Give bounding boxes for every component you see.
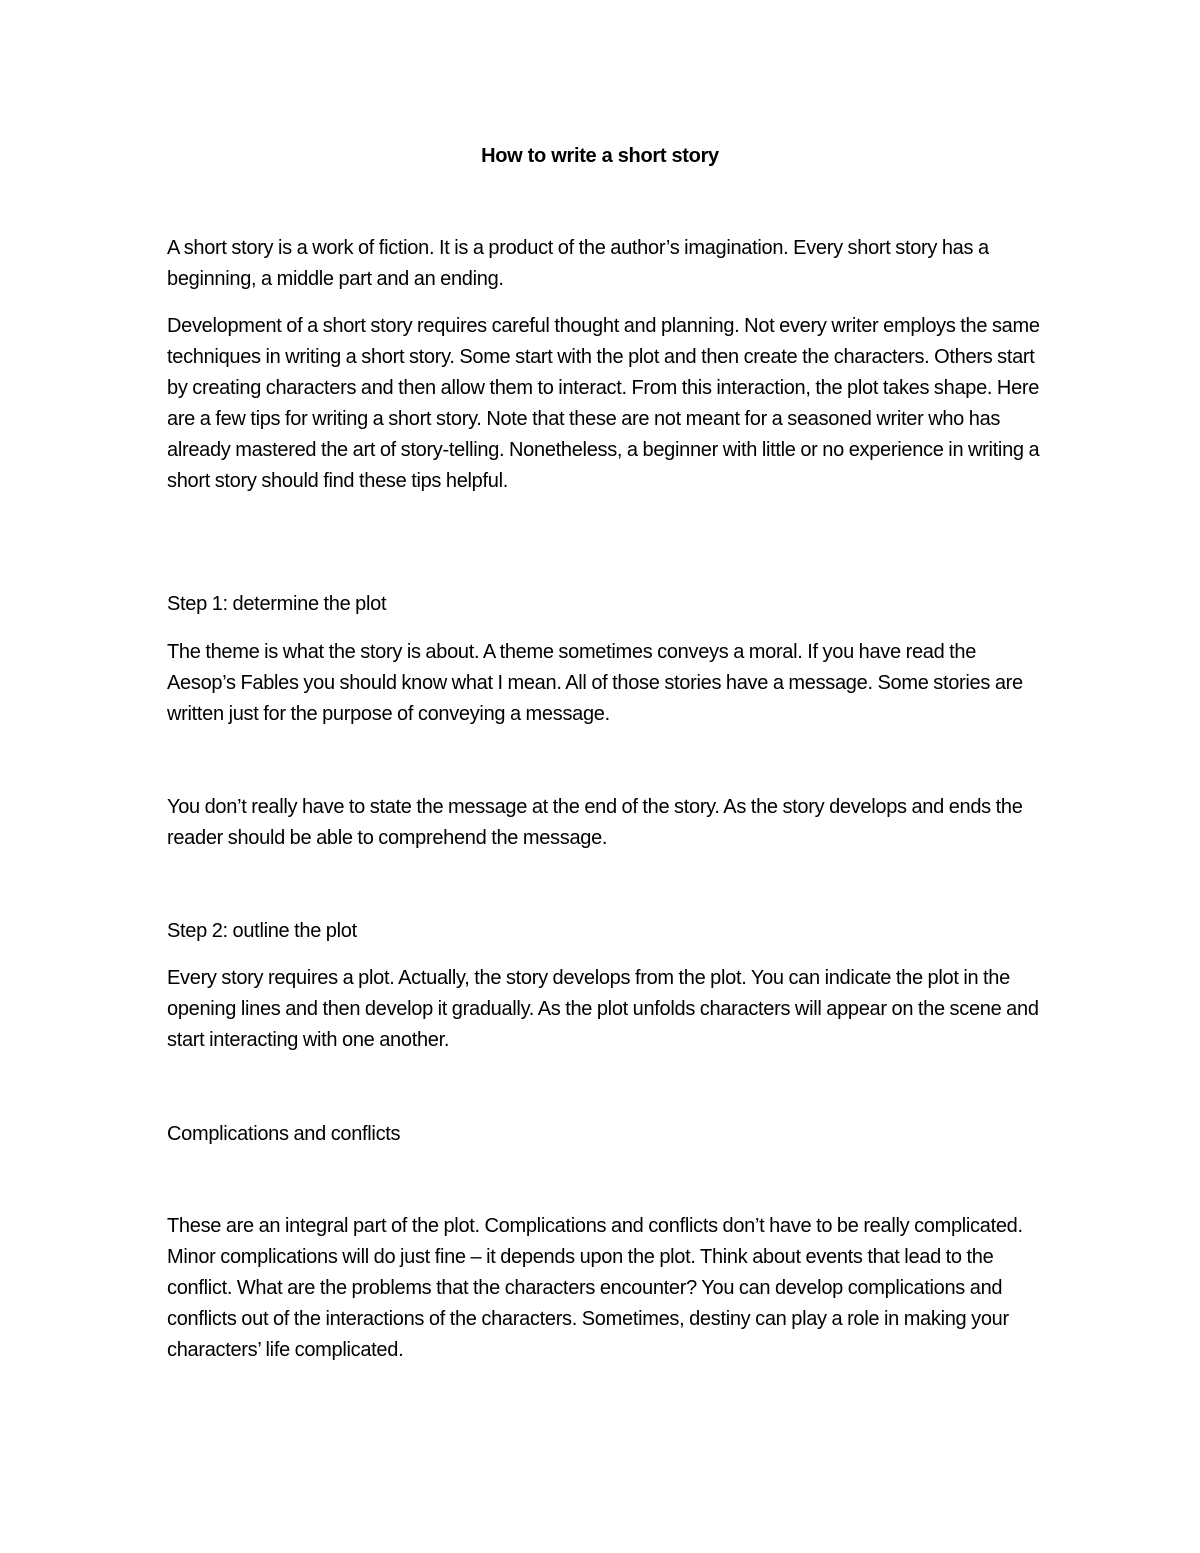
paragraph-intro: A short story is a work of fiction. It is a product of the author’s imagination. Every short story has a beginning, a middle part and an ending. [167, 237, 989, 290]
paragraph-theme: The theme is what the story is about. A theme sometimes conveys a moral. If you have read the Aesop’s Fables you should know what I mean. All of those stories have a message. Some stories are written just for the purpose of conveying a message. [167, 641, 1023, 725]
paragraph-message: You don’t really have to state the message at the end of the story. As the story develops and ends the reader should be able to comprehend the message. [167, 796, 1023, 849]
paragraph-development: Development of a short story requires careful thought and planning. Not every writer employs the same techniques in writing a short story. Some start with the plot and then create the characters. Others start by creating characters and then allow them to interact. From this interaction, the plot takes shape. Here are a few tips for writing a short story. Note that these are not meant for a seasoned writer who has already mastered the art of story-telling. Nonetheless, a beginner with little or no experience in writing a short story should find these tips helpful. [167, 315, 1040, 492]
heading-complications: Complications and conflicts [167, 1123, 401, 1145]
heading-step-2: Step 2: outline the plot [167, 920, 357, 942]
paragraph-plot: Every story requires a plot. Actually, the story develops from the plot. You can indicate the plot in the opening lines and then develop it gradually. As the plot unfolds characters will appear on the scene and start interacting with one another. [167, 967, 1039, 1051]
paragraph-complications: These are an integral part of the plot. Complications and conflicts don’t have to be really complicated. Minor complications will do just fine – it depends upon the plot. Think about events that lead to the conflict. What are the problems that the characters encounter? You can develop complications and conflicts out of the interactions of the characters. Sometimes, destiny can play a role in making your characters’ life complicated. [167, 1215, 1023, 1361]
document-title: How to write a short story [481, 145, 719, 167]
heading-step-1: Step 1: determine the plot [167, 593, 387, 615]
